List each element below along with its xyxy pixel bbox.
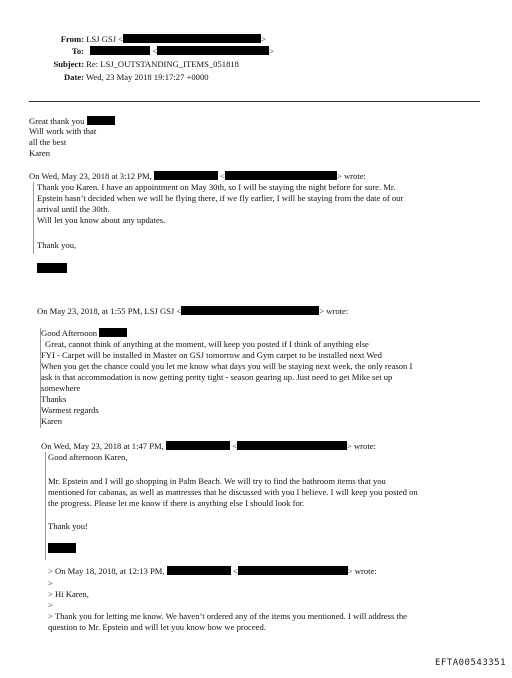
quote-signature: Karen (41, 416, 62, 426)
quote-line: FYI - Carpet will be installed in Master on GSJ tomorrow and Gym carpet to be installed next Wed (41, 350, 382, 360)
quote-header: On Wed, May 23, 2018 at 3:12 PM, < > wrote: (29, 171, 366, 181)
redaction (237, 441, 347, 450)
from-value: LSJ GSJ < (86, 34, 124, 44)
quote-line: Epstein hasn’t decided when we will be flying there, if we fly earlier, I will be staying from the date of our (37, 193, 404, 203)
redaction (154, 171, 218, 180)
quote-line: > Hi Karen, (48, 589, 89, 599)
reply-line: Great thank you (29, 116, 115, 126)
header-divider (29, 101, 480, 102)
quote-line: > Thank you for letting me know. We haven’t ordered any of the items you mentioned. I will address the (48, 611, 407, 621)
quote-line: ask is that accommodation is now getting pretty tight - season gearing up. Just need to get Mike set up (41, 372, 393, 382)
redaction (225, 171, 337, 180)
redaction (123, 34, 261, 43)
quote-line: Thank you Karen. I have an appointment on May 30th, so I will be staying the night before for sure. Mr. (37, 182, 396, 192)
redaction (87, 116, 115, 125)
redaction (238, 566, 348, 575)
quote-line: Warmest regards (41, 405, 99, 415)
signature-redaction (37, 263, 67, 274)
quote-line: Will let you know about any updates. (37, 215, 166, 225)
quote-line: Thanks (41, 394, 67, 404)
quote-header: > On May 18, 2018, at 12:13 PM, < > wrote: (48, 566, 377, 576)
quote-line: > (48, 578, 53, 588)
to-label: To: (71, 46, 84, 56)
quote-bar (45, 452, 46, 560)
quote-header: On May 23, 2018, at 1:55 PM, LSJ GSJ < > wrote: (37, 306, 349, 316)
quote-line: When you get the chance could you let me know what days you will be staying next week, the only reason I (41, 361, 413, 371)
angle-close: > (269, 46, 275, 56)
reply-line: all the best (29, 137, 67, 147)
quote-header: On Wed, May 23, 2018 at 1:47 PM, < > wrote: (41, 441, 376, 451)
angle-close: > (261, 34, 266, 44)
quote-line: mentioned for cabanas, as well as mattresses that he discussed with you I believe. I will keep you posted on (48, 487, 418, 497)
reply-signature: Karen (29, 148, 50, 158)
redaction (48, 543, 76, 553)
reply-line: Will work with that (29, 126, 97, 136)
redaction (167, 566, 231, 575)
date-value: Wed, 23 May 2018 19:17:27 +0000 (86, 72, 209, 82)
document-id: EFTA00543351 (434, 657, 506, 668)
quote-line: Good afternoon Karen, (48, 452, 128, 462)
from-row (48, 34, 266, 44)
quote-line: Thank you! (48, 521, 88, 531)
quote-line: Thank you, (37, 240, 77, 250)
quote-line: question to Mr. Epstein and will let you know how we proceed. (48, 622, 266, 632)
subject-label: Subject: (53, 59, 84, 69)
date-row (48, 72, 209, 82)
subject-row (40, 59, 239, 69)
quote-line: the progress. Please let me know if there is anything else I should look for. (48, 498, 305, 508)
quote-line: Mr. Epstein and I will go shopping in Palm Beach. We will try to find the bathroom items that you (48, 476, 386, 486)
redaction (99, 328, 127, 337)
redaction (166, 441, 230, 450)
signature-redaction (48, 543, 76, 554)
angle-open: < (152, 46, 158, 56)
quote-line: somewhere (41, 383, 81, 393)
quote-bar (33, 182, 34, 254)
redaction (37, 263, 67, 273)
redaction (90, 46, 150, 55)
subject-value: Re: LSJ_OUTSTANDING_ITEMS_051818 (86, 59, 239, 69)
quote-line: > (48, 600, 53, 610)
from-label: From: (60, 34, 84, 44)
quote-line: Good Afternoon (41, 328, 127, 338)
to-row (48, 46, 274, 56)
redaction (157, 46, 269, 55)
redaction (181, 306, 319, 315)
date-label: Date: (63, 72, 84, 82)
quote-line: Great, cannot think of anything at the moment, will keep you posted if I think of anything else (45, 339, 369, 349)
quote-line: arrival until the 30th. (37, 204, 110, 214)
